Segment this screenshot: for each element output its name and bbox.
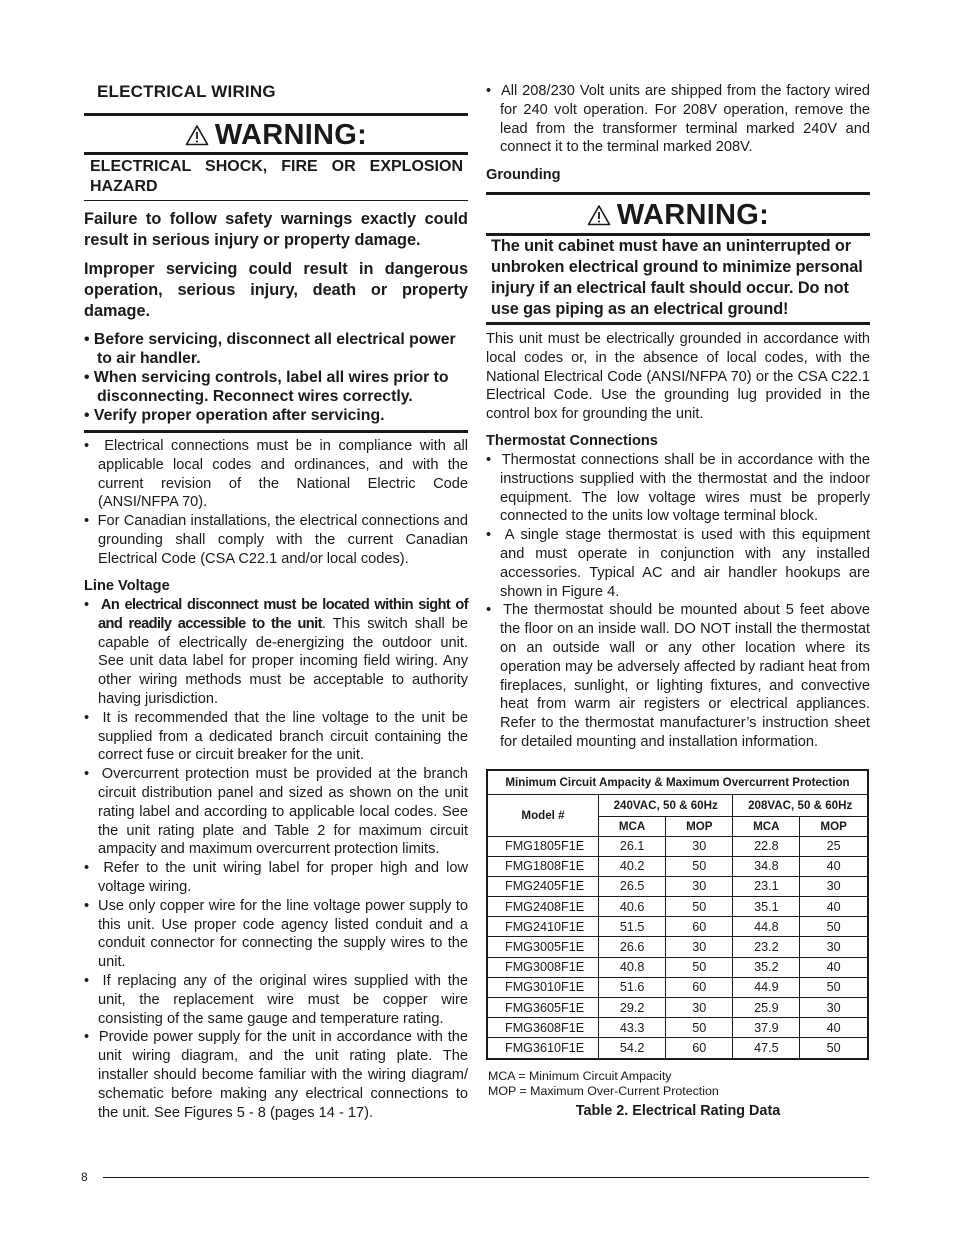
value-cell: 47.5 [733, 1038, 800, 1059]
value-cell: 35.1 [733, 897, 800, 917]
table-row [487, 917, 868, 937]
list-item: • Refer to the unit wiring label for proper high and low voltage wiring. [84, 860, 468, 895]
list-item: • A single stage thermostat is used with this equipment and must operate in conjunction with any installed accessories. Typical AC and air handler hookups are shown in Figure 4. [486, 527, 871, 600]
mop-header: MOP [666, 816, 733, 836]
model-cell: FMG3010F1E [487, 977, 599, 997]
value-cell: 23.2 [733, 937, 800, 957]
value-cell: 30 [800, 876, 868, 896]
value-cell: 22.8 [733, 836, 800, 856]
table-row [487, 998, 868, 1018]
list-item: • Electrical connections must be in compliance with all applicable local codes and ordinances, and with the current revision of the National Electric Code (ANSI/NFPA 70). [84, 438, 469, 511]
table-note-mca: MCA = Minimum Circuit Ampacity [488, 1069, 672, 1083]
value-cell: 50 [666, 897, 733, 917]
model-cell: FMG3005F1E [487, 937, 599, 957]
value-cell: 50 [800, 917, 868, 937]
voltage-bullet [486, 82, 870, 157]
group-header-208: 208VAC, 50 & 60Hz [733, 794, 868, 816]
value-cell: 30 [800, 937, 868, 957]
mop-header: MOP [800, 816, 868, 836]
value-cell: 35.2 [733, 957, 800, 977]
warning-bottom-rule [84, 430, 468, 433]
warning-triangle-icon [587, 204, 611, 226]
page-number: 8 [81, 1170, 88, 1184]
value-cell: 50 [800, 977, 868, 997]
value-cell: 30 [666, 937, 733, 957]
table-row [487, 876, 868, 896]
warning-heading [84, 118, 468, 152]
value-cell: 30 [666, 876, 733, 896]
hazard-rule [84, 200, 468, 201]
table-row [487, 836, 868, 856]
model-cell: FMG2405F1E [487, 876, 599, 896]
value-cell: 60 [666, 917, 733, 937]
table-body [487, 836, 868, 1059]
list-item: • Overcurrent protection must be provided at the branch circuit distribution panel and sized as shown on the unit rating label and according to applicable local codes. See the unit rating plate and Table 2 for maximum circuit ampacity and maximum overcurrent protection limits. [84, 766, 469, 858]
value-cell: 40 [800, 856, 868, 876]
thermostat-bullets [486, 451, 870, 752]
list-item: • Provide power supply for the unit in accordance with the unit wiring diagram, and the unit rating plate. The installer should become familiar with the wiring diagram/ schematic before making any electrical connections to the unit. See Figures 5 - 8 (pages 14 - 17). [84, 1029, 468, 1121]
value-cell: 43.3 [599, 1018, 666, 1038]
model-header: Model # [487, 794, 599, 836]
value-cell: 26.6 [599, 937, 666, 957]
group-header-240: 240VAC, 50 & 60Hz [599, 794, 733, 816]
ground-warning-text: The unit cabinet must have an uninterrupted or unbroken electrical ground to minimize personal injury if an electrical fault should occur. Do not use gas piping as an electrical ground! [491, 237, 863, 318]
value-cell: 23.1 [733, 876, 800, 896]
table-note-mop: MOP = Maximum Over-Current Protection [488, 1084, 719, 1098]
ground-warning-top-rule [486, 192, 870, 195]
model-cell: FMG3008F1E [487, 957, 599, 977]
value-cell: 29.2 [599, 998, 666, 1018]
table-row [487, 1018, 868, 1038]
value-cell: 40.6 [599, 897, 666, 917]
value-cell: 34.8 [733, 856, 800, 876]
warning-bullet: • When servicing controls, label all wires prior to disconnecting. Reconnect wires correctly. [84, 369, 449, 405]
value-cell: 25.9 [733, 998, 800, 1018]
list-item: • For Canadian installations, the electrical connections and grounding shall comply with the current Canadian Electrical Code (CSA C22.1 and/or local codes). [84, 513, 468, 567]
value-cell: 44.9 [733, 977, 800, 997]
mca-header: MCA [599, 816, 666, 836]
list-item: • An electrical disconnect must be located within sight of and readily accessible to the unit. This switch shall be capable of electrically de-energizing the outdoor unit. See unit data label for proper incoming field wiring. Any other wiring methods must be acceptable to authority having jurisdiction. [84, 597, 469, 707]
list-item: • The thermostat should be mounted about 5 feet above the floor on an inside wall. DO NOT install the thermostat on an outside wall or any other location where its operation may be adversely affected by radiant heat from fireplaces, sunlight, or lighting fixtures, and convective heat from warm air registers or electrical appliances. Refer to the thermostat manufacturer’s instruction sheet for detailed mounting and installation information. [486, 602, 870, 750]
warning-triangle-icon [185, 124, 209, 146]
value-cell: 40.8 [599, 957, 666, 977]
value-cell: 40 [800, 957, 868, 977]
table-row [487, 977, 868, 997]
warning-bullet: • Before servicing, disconnect all electrical power to air handler. [84, 331, 456, 367]
model-cell: FMG3608F1E [487, 1018, 599, 1038]
grounding-heading: Grounding [486, 167, 561, 183]
model-cell: FMG3610F1E [487, 1038, 599, 1059]
value-cell: 30 [666, 998, 733, 1018]
table-title: Minimum Circuit Ampacity & Maximum Overcurrent Protection [487, 770, 868, 794]
value-cell: 26.5 [599, 876, 666, 896]
value-cell: 37.9 [733, 1018, 800, 1038]
table-row [487, 937, 868, 957]
table-row [487, 897, 868, 917]
value-cell: 40 [800, 897, 868, 917]
value-cell: 50 [666, 957, 733, 977]
footer-rule [103, 1177, 869, 1178]
model-cell: FMG3605F1E [487, 998, 599, 1018]
value-cell: 50 [800, 1038, 868, 1059]
warning-para-1: Failure to follow safety warnings exactly could result in serious injury or property damage. [84, 210, 468, 249]
value-cell: 30 [800, 998, 868, 1018]
table-row [487, 1038, 868, 1059]
ground-warning-heading [486, 197, 870, 233]
value-cell: 40.2 [599, 856, 666, 876]
value-cell: 54.2 [599, 1038, 666, 1059]
warning-bullet: • Verify proper operation after servicing. [84, 407, 385, 424]
thermostat-heading: Thermostat Connections [486, 433, 658, 449]
warning-bullets [84, 330, 468, 425]
general-bullets [84, 437, 468, 569]
model-cell: FMG2410F1E [487, 917, 599, 937]
model-cell: FMG2408F1E [487, 897, 599, 917]
ground-warning-bottom-rule [486, 322, 870, 325]
value-cell: 51.5 [599, 917, 666, 937]
list-item: • If replacing any of the original wires supplied with the unit, the replacement wire must be copper wire consisting of the same gauge and temperature rating. [84, 972, 468, 1027]
table-row [487, 957, 868, 977]
value-cell: 60 [666, 1038, 733, 1059]
model-cell: FMG1805F1E [487, 836, 599, 856]
value-cell: 30 [666, 836, 733, 856]
grounding-text: This unit must be electrically grounded in accordance with local codes or, in the absence of local codes, with the National Electrical Code (ANSI/NFPA 70) or the CSA C22.1 Electrical Code. Use the grounding lug provided in the control box for grounding the unit. [486, 331, 870, 423]
table-row [487, 856, 868, 876]
value-cell: 40 [800, 1018, 868, 1038]
table-caption: Table 2. Electrical Rating Data [575, 1103, 781, 1119]
model-cell: FMG1808F1E [487, 856, 599, 876]
list-item: • All 208/230 Volt units are shipped from the factory wired for 240 volt operation. For 208V operation, remove the lead from the transformer terminal marked 240V and connect it to the terminal marked 208V. [486, 83, 870, 156]
value-cell: 44.8 [733, 917, 800, 937]
list-item: • Use only copper wire for the line voltage power supply to this unit. Use proper code agency listed conduit and a conduit connector for connecting the supply wires to the unit. [84, 897, 468, 971]
rating-table [486, 769, 869, 1060]
ground-warning-heading-text: WARNING: [616, 198, 770, 231]
value-cell: 25 [800, 836, 868, 856]
mca-header: MCA [733, 816, 800, 836]
list-item: • It is recommended that the line voltage to the unit be supplied from a dedicated branch circuit containing the correct fuse or circuit breaker for the unit. [84, 709, 468, 764]
value-cell: 50 [666, 856, 733, 876]
hazard-subheading: ELECTRICAL SHOCK, FIRE OR EXPLOSION HAZARD [90, 158, 463, 195]
warning-top-rule [84, 113, 468, 116]
warning-para-2: Improper servicing could result in dangerous operation, serious injury, death or property damage. [84, 260, 468, 320]
warning-heading-text: WARNING: [214, 118, 368, 151]
value-cell: 51.6 [599, 977, 666, 997]
warning-heading-rule [84, 152, 468, 155]
value-cell: 50 [666, 1018, 733, 1038]
line-voltage-heading: Line Voltage [84, 578, 170, 594]
list-item: • Thermostat connections shall be in accordance with the instructions supplied with the thermostat and the indoor equipment. The low voltage wires must be properly connected to the units low voltage terminal block. [486, 452, 871, 525]
line-voltage-bullets [84, 596, 468, 1122]
value-cell: 60 [666, 977, 733, 997]
value-cell: 26.1 [599, 836, 666, 856]
section-title: ELECTRICAL WIRING [97, 82, 276, 101]
